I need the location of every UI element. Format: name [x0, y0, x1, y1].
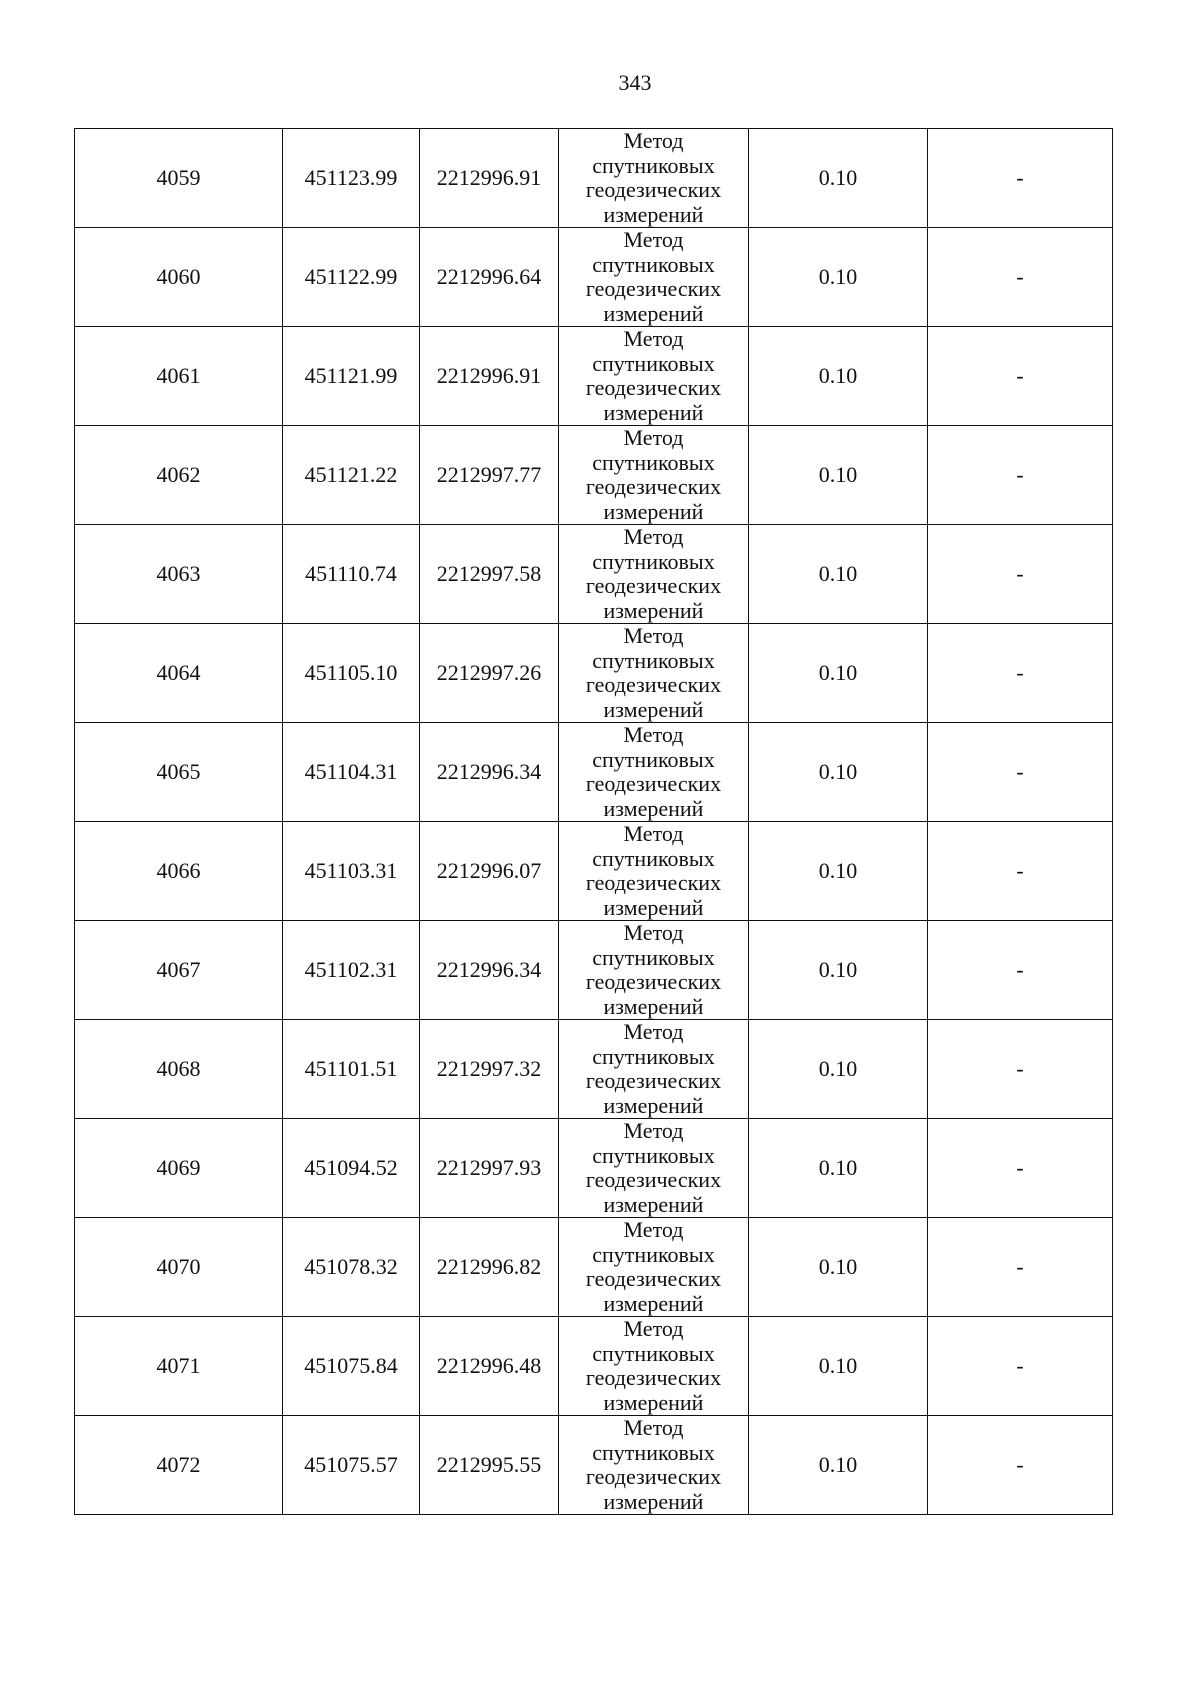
y-coordinate-cell: 2212996.34	[420, 921, 559, 1020]
accuracy-cell: 0.10	[749, 624, 928, 723]
note-cell: -	[928, 921, 1113, 1020]
method-cell: Метод спутниковых геодезических измерений	[559, 1416, 749, 1515]
note-cell: -	[928, 1416, 1113, 1515]
accuracy-cell: 0.10	[749, 1119, 928, 1218]
table-row	[75, 525, 1113, 624]
y-coordinate-cell: 2212996.34	[420, 723, 559, 822]
table-row	[75, 1218, 1113, 1317]
accuracy-cell: 0.10	[749, 1218, 928, 1317]
method-cell: Метод спутниковых геодезических измерений	[559, 228, 749, 327]
accuracy-cell: 0.10	[749, 723, 928, 822]
y-coordinate-cell: 2212996.64	[420, 228, 559, 327]
method-cell: Метод спутниковых геодезических измерений	[559, 1317, 749, 1416]
point-number-cell: 4067	[75, 921, 283, 1020]
x-coordinate-cell: 451105.10	[283, 624, 420, 723]
note-cell: -	[928, 822, 1113, 921]
note-cell: -	[928, 1317, 1113, 1416]
note-cell: -	[928, 723, 1113, 822]
y-coordinate-cell: 2212996.82	[420, 1218, 559, 1317]
y-coordinate-cell: 2212997.93	[420, 1119, 559, 1218]
x-coordinate-cell: 451094.52	[283, 1119, 420, 1218]
x-coordinate-cell: 451104.31	[283, 723, 420, 822]
method-cell: Метод спутниковых геодезических измерений	[559, 1119, 749, 1218]
x-coordinate-cell: 451075.84	[283, 1317, 420, 1416]
table-row	[75, 228, 1113, 327]
note-cell: -	[928, 129, 1113, 228]
table-row	[75, 822, 1113, 921]
x-coordinate-cell: 451121.22	[283, 426, 420, 525]
method-cell: Метод спутниковых геодезических измерений	[559, 327, 749, 426]
x-coordinate-cell: 451103.31	[283, 822, 420, 921]
y-coordinate-cell: 2212997.26	[420, 624, 559, 723]
y-coordinate-cell: 2212995.55	[420, 1416, 559, 1515]
method-cell: Метод спутниковых геодезических измерений	[559, 1020, 749, 1119]
method-cell: Метод спутниковых геодезических измерений	[559, 822, 749, 921]
method-cell: Метод спутниковых геодезических измерений	[559, 426, 749, 525]
y-coordinate-cell: 2212996.91	[420, 327, 559, 426]
accuracy-cell: 0.10	[749, 1416, 928, 1515]
table-row	[75, 624, 1113, 723]
x-coordinate-cell: 451121.99	[283, 327, 420, 426]
point-number-cell: 4061	[75, 327, 283, 426]
table-row	[75, 1020, 1113, 1119]
point-number-cell: 4066	[75, 822, 283, 921]
note-cell: -	[928, 426, 1113, 525]
x-coordinate-cell: 451122.99	[283, 228, 420, 327]
note-cell: -	[928, 228, 1113, 327]
table-row	[75, 327, 1113, 426]
table-row	[75, 426, 1113, 525]
method-cell: Метод спутниковых геодезических измерений	[559, 624, 749, 723]
y-coordinate-cell: 2212997.32	[420, 1020, 559, 1119]
y-coordinate-cell: 2212996.48	[420, 1317, 559, 1416]
note-cell: -	[928, 624, 1113, 723]
x-coordinate-cell: 451123.99	[283, 129, 420, 228]
method-cell: Метод спутниковых геодезических измерений	[559, 1218, 749, 1317]
point-number-cell: 4070	[75, 1218, 283, 1317]
x-coordinate-cell: 451110.74	[283, 525, 420, 624]
method-cell: Метод спутниковых геодезических измерений	[559, 525, 749, 624]
x-coordinate-cell: 451078.32	[283, 1218, 420, 1317]
accuracy-cell: 0.10	[749, 1317, 928, 1416]
point-number-cell: 4063	[75, 525, 283, 624]
y-coordinate-cell: 2212996.07	[420, 822, 559, 921]
x-coordinate-cell: 451101.51	[283, 1020, 420, 1119]
method-cell: Метод спутниковых геодезических измерений	[559, 129, 749, 228]
method-cell: Метод спутниковых геодезических измерений	[559, 921, 749, 1020]
accuracy-cell: 0.10	[749, 822, 928, 921]
point-number-cell: 4064	[75, 624, 283, 723]
accuracy-cell: 0.10	[749, 525, 928, 624]
point-number-cell: 4068	[75, 1020, 283, 1119]
accuracy-cell: 0.10	[749, 228, 928, 327]
note-cell: -	[928, 1218, 1113, 1317]
accuracy-cell: 0.10	[749, 921, 928, 1020]
point-number-cell: 4071	[75, 1317, 283, 1416]
y-coordinate-cell: 2212997.77	[420, 426, 559, 525]
note-cell: -	[928, 525, 1113, 624]
accuracy-cell: 0.10	[749, 426, 928, 525]
point-number-cell: 4069	[75, 1119, 283, 1218]
method-cell: Метод спутниковых геодезических измерений	[559, 723, 749, 822]
page-number: 343	[618, 70, 652, 95]
accuracy-cell: 0.10	[749, 1020, 928, 1119]
table-row	[75, 129, 1113, 228]
note-cell: -	[928, 1119, 1113, 1218]
point-number-cell: 4072	[75, 1416, 283, 1515]
table-row	[75, 1416, 1113, 1515]
table-row	[75, 723, 1113, 822]
y-coordinate-cell: 2212997.58	[420, 525, 559, 624]
table-row	[75, 1119, 1113, 1218]
point-number-cell: 4062	[75, 426, 283, 525]
coordinates-table	[74, 128, 1113, 1515]
accuracy-cell: 0.10	[749, 129, 928, 228]
note-cell: -	[928, 1020, 1113, 1119]
y-coordinate-cell: 2212996.91	[420, 129, 559, 228]
point-number-cell: 4060	[75, 228, 283, 327]
table-row	[75, 921, 1113, 1020]
x-coordinate-cell: 451075.57	[283, 1416, 420, 1515]
point-number-cell: 4059	[75, 129, 283, 228]
x-coordinate-cell: 451102.31	[283, 921, 420, 1020]
point-number-cell: 4065	[75, 723, 283, 822]
note-cell: -	[928, 327, 1113, 426]
coordinates-table-body	[75, 129, 1113, 1515]
table-row	[75, 1317, 1113, 1416]
accuracy-cell: 0.10	[749, 327, 928, 426]
